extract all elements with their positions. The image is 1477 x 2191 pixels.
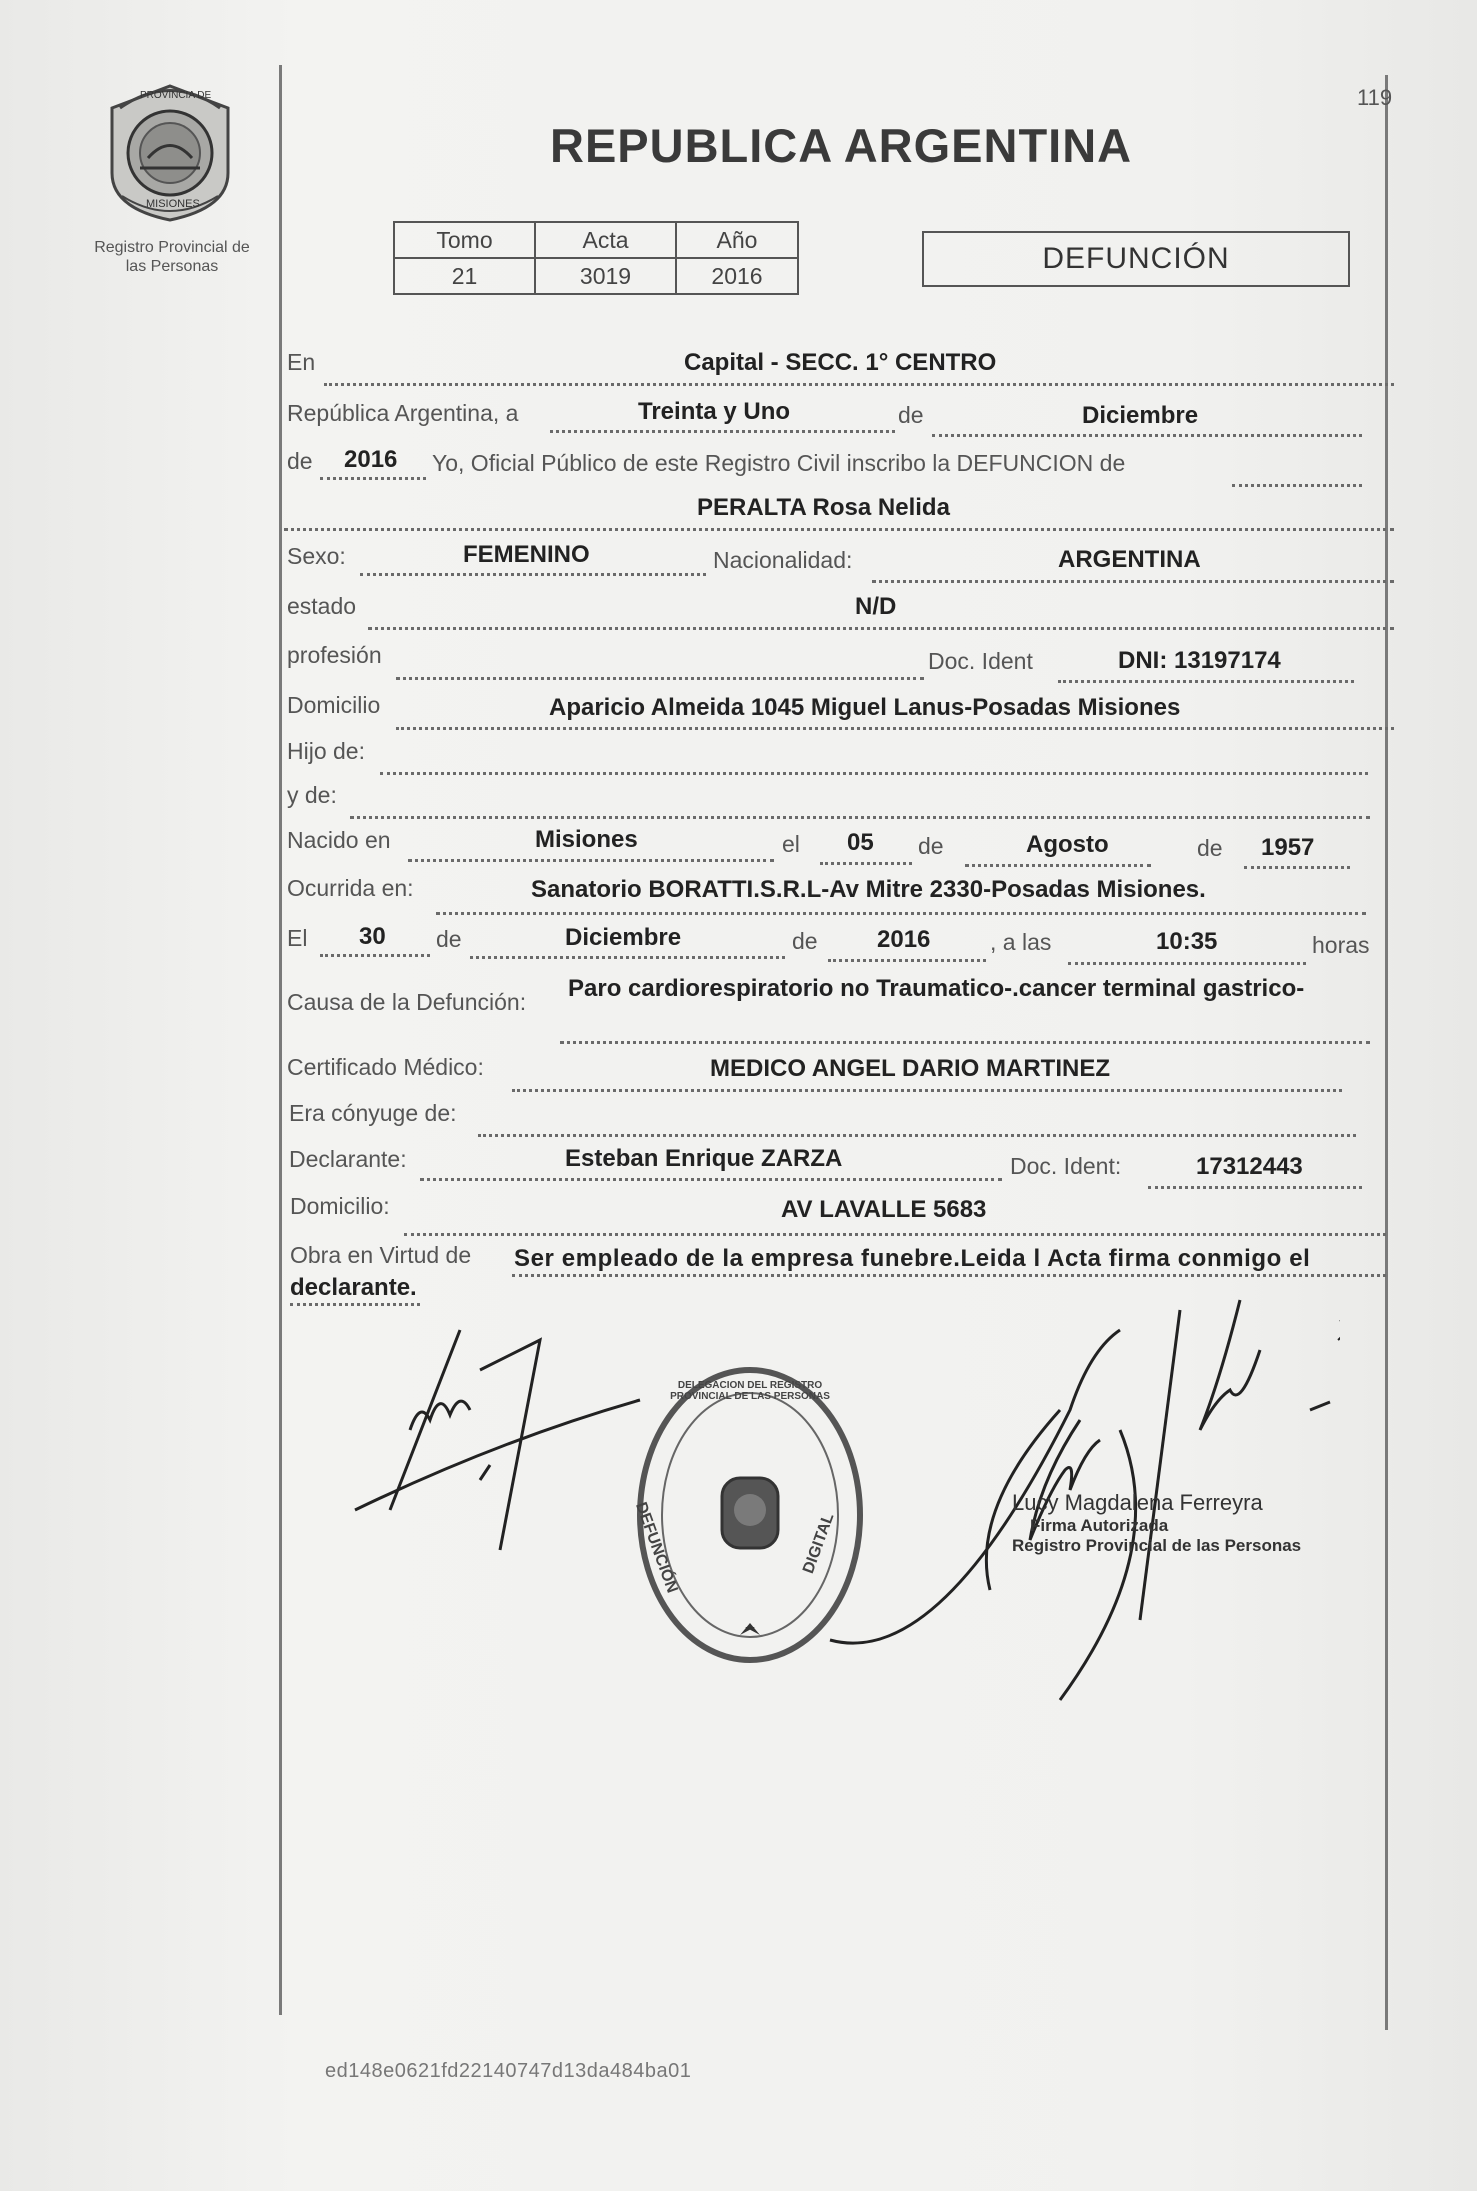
table-header-acta: Acta [535, 222, 676, 258]
dotline [820, 862, 912, 865]
dotline [470, 956, 785, 959]
value-def-mes: Diciembre [565, 924, 682, 951]
dotline [436, 912, 1366, 915]
seal-text-bottom: MISIONES [146, 198, 200, 210]
label-de-d: de [792, 928, 818, 954]
value-dia-texto: Treinta y Uno [638, 398, 791, 425]
label-de: de [898, 402, 924, 428]
provincial-seal-logo [100, 78, 240, 223]
dotline [828, 959, 986, 962]
label-yo-text: Yo, Oficial Público de este Registro Civil inscribo la DEFUNCION de [432, 450, 1126, 476]
label-republica: República Argentina, a [287, 400, 519, 426]
value-obra-1: Ser empleado de la empresa funebre.Leida l Acta firma conmigo el [514, 1245, 1311, 1272]
dotline [1244, 866, 1350, 869]
dotline [550, 430, 895, 433]
label-doc-ident2: Doc. Ident: [1010, 1153, 1122, 1179]
table-header-tomo: Tomo [394, 222, 535, 258]
label-de-c: de [436, 926, 462, 952]
dotline [1058, 680, 1354, 683]
value-causa: Paro cardiorespiratorio no Traumatico-.cancer terminal gastrico- [568, 975, 1305, 1002]
dotline [932, 434, 1362, 437]
label-estado: estado [287, 593, 357, 619]
label-nacionalidad: Nacionalidad: [713, 547, 853, 573]
label-domicilio2: Domicilio: [290, 1193, 390, 1219]
dotline [560, 1041, 1370, 1044]
label-el: el [782, 831, 800, 857]
value-domicilio: Aparicio Almeida 1045 Miguel Lanus-Posadas Misiones [549, 694, 1181, 721]
dotline [512, 1089, 1342, 1092]
dotline [872, 580, 1394, 583]
value-def-dia: 30 [359, 923, 386, 950]
value-hora: 10:35 [1156, 928, 1218, 955]
value-declarante: Esteban Enrique ZARZA [565, 1145, 843, 1172]
value-certificado: MEDICO ANGEL DARIO MARTINEZ [710, 1055, 1110, 1082]
official-name: Lucy Magdalena Ferreyra [1012, 1490, 1263, 1515]
right-margin-line [1385, 75, 1388, 2030]
registry-name [72, 238, 272, 276]
value-nombre: PERALTA Rosa Nelida [697, 494, 950, 521]
official-office: Registro Provincial de las Personas [1012, 1536, 1302, 1555]
volume-table [393, 221, 799, 295]
label-ocurrida-en: Ocurrida en: [287, 875, 414, 901]
label-hijo-de: Hijo de: [287, 738, 365, 764]
page-title: REPUBLICA ARGENTINA [550, 119, 1133, 172]
label-domicilio: Domicilio [287, 692, 381, 718]
label-declarante: Declarante: [289, 1146, 407, 1172]
label-doc-ident: Doc. Ident [928, 648, 1033, 674]
official-stamp-text [1012, 1490, 1301, 1556]
record-type-box: DEFUNCIÓN [922, 231, 1350, 287]
registry-name-line2: las Personas [125, 258, 219, 275]
stamp-inner-left: DEFUNCIÓN [632, 1500, 681, 1596]
label-de-a: de [918, 833, 944, 859]
dotline [320, 954, 430, 957]
stamp-ring-text: DELEGACION DEL REGISTRO PROVINCIAL DE LAS PERSONAS [670, 1380, 830, 1402]
left-margin-line [279, 65, 282, 2015]
dotline [320, 477, 426, 480]
dotline [284, 528, 1394, 531]
value-anio: 2016 [344, 446, 398, 473]
dotline [396, 727, 1394, 730]
label-de2: de [287, 448, 313, 474]
label-en: En [287, 349, 316, 375]
value-nac-mes: Agosto [1026, 831, 1109, 858]
label-de-b: de [1197, 835, 1223, 861]
dotline [404, 1233, 1386, 1236]
label-causa: Causa de la Defunción: [287, 989, 527, 1015]
label-profesion: profesión [287, 642, 382, 668]
value-obra-2: declarante. [290, 1274, 417, 1301]
declarant-signature [350, 1320, 650, 1580]
official-role: Firma Autorizada [1030, 1516, 1169, 1535]
value-def-anio: 2016 [877, 926, 931, 953]
dotline [350, 816, 1370, 819]
dotline [408, 859, 774, 862]
dotline [290, 1303, 420, 1306]
dotline [396, 677, 924, 680]
dotline [360, 573, 706, 576]
value-nac-dia: 05 [847, 829, 874, 856]
value-doc: DNI: 13197174 [1118, 647, 1281, 674]
label-certificado: Certificado Médico: [287, 1054, 484, 1080]
value-mes-texto: Diciembre [1082, 402, 1199, 429]
label-a-las: , a las [990, 929, 1052, 955]
label-el2: El [287, 925, 308, 951]
registry-name-line1: Registro Provincial de [94, 239, 250, 256]
table-cell-tomo: 21 [394, 258, 535, 294]
value-nacido-en: Misiones [535, 826, 638, 853]
label-y-de: y de: [287, 782, 337, 808]
label-nacido-en: Nacido en [287, 827, 391, 853]
dotline [420, 1178, 1002, 1181]
dotline [324, 383, 1394, 386]
dotline [1232, 484, 1362, 487]
value-sexo: FEMENINO [463, 541, 590, 568]
dotline [965, 864, 1151, 867]
value-estado: N/D [855, 593, 897, 620]
value-doc-declarante: 17312443 [1196, 1153, 1303, 1180]
table-cell-acta: 3019 [535, 258, 676, 294]
dotline [478, 1134, 1356, 1137]
value-domicilio-declarante: AV LAVALLE 5683 [781, 1196, 987, 1223]
dotline [380, 772, 1368, 775]
label-sexo: Sexo: [287, 543, 346, 569]
seal-text-top: PROVINCIA DE [140, 90, 212, 101]
label-conyuge: Era cónyuge de: [289, 1100, 457, 1126]
dotline [512, 1274, 1386, 1277]
table-cell-anio: 2016 [676, 258, 798, 294]
value-lugar: Capital - SECC. 1° CENTRO [684, 349, 997, 376]
label-horas: horas [1312, 932, 1370, 958]
page-number: 119 [1357, 85, 1393, 110]
dotline [368, 627, 1394, 630]
document-hash: ed148e0621fd22140747d13da484ba01 [325, 2060, 692, 2082]
value-nac-anio: 1957 [1261, 834, 1315, 861]
label-obra: Obra en Virtud de [290, 1242, 472, 1268]
dotline [1068, 962, 1306, 965]
stamp-inner-right: DIGITAL [800, 1510, 838, 1576]
value-nacionalidad: ARGENTINA [1058, 546, 1201, 573]
dotline [1148, 1186, 1362, 1189]
value-ocurrida-en: Sanatorio BORATTI.S.R.L-Av Mitre 2330-Posadas Misiones. [531, 876, 1206, 903]
table-header-anio: Año [676, 222, 798, 258]
